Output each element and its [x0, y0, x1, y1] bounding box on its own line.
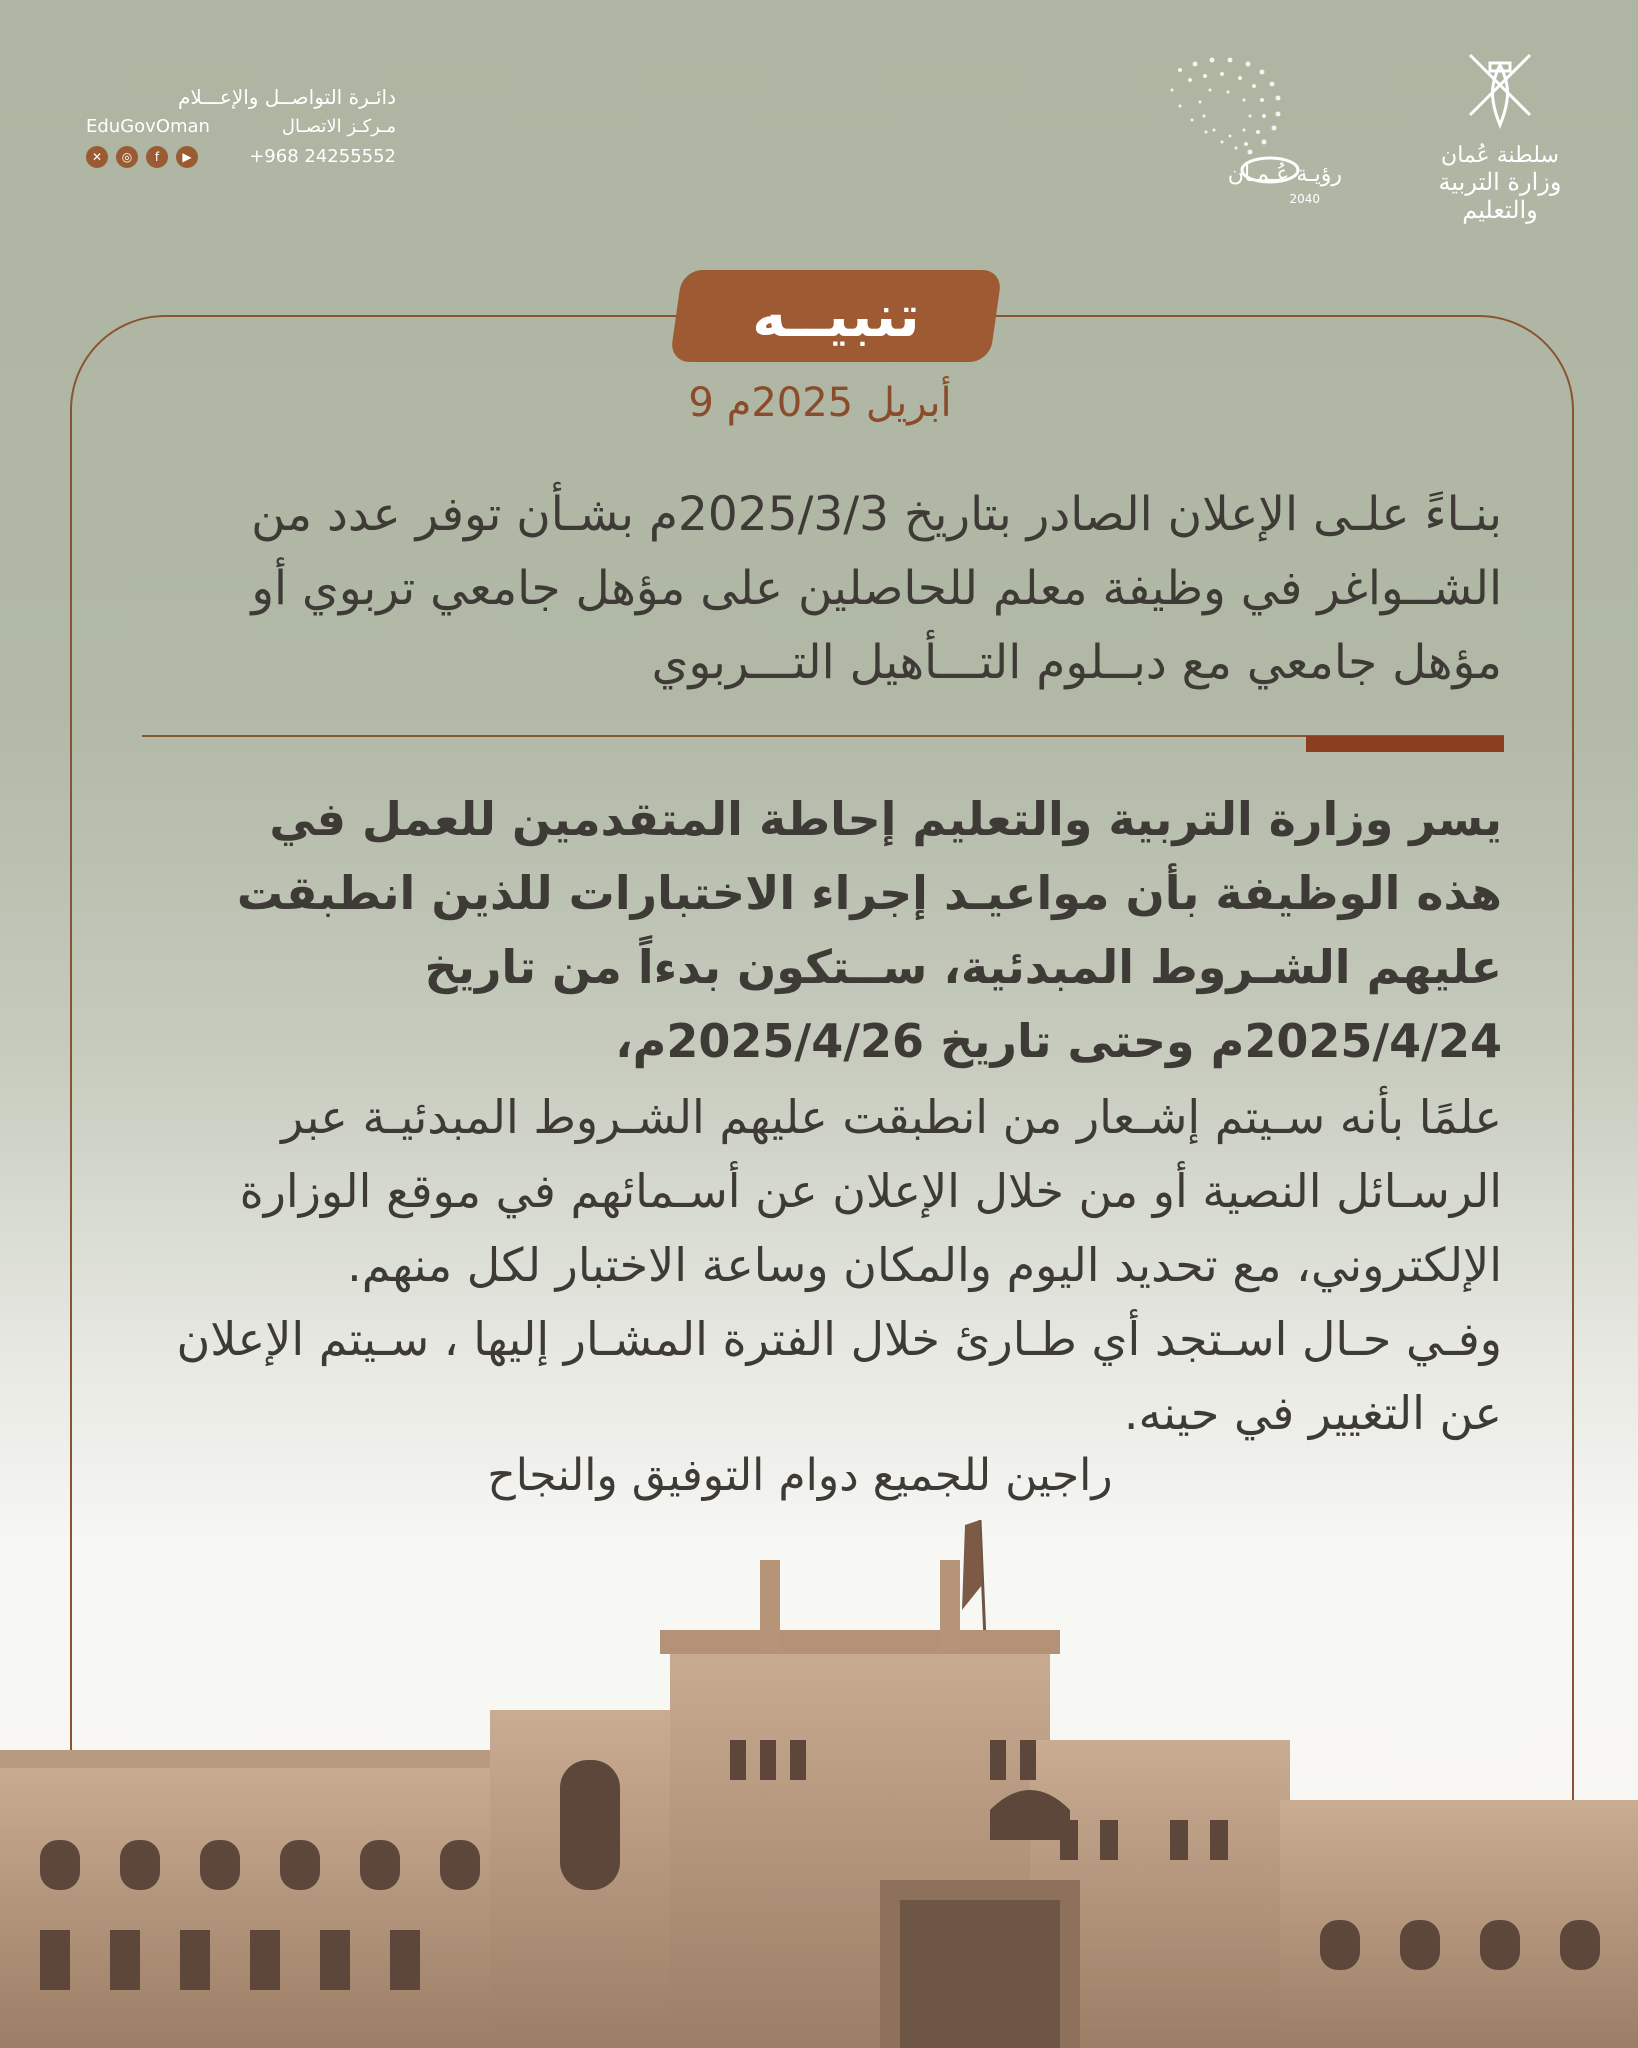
ministry-name: وزارة التربية والتعليم [1438, 168, 1562, 224]
oman-emblem-icon [1460, 45, 1540, 135]
ministry-building-image [0, 1500, 1638, 2048]
vision-year: 2040 [1289, 192, 1320, 206]
department-name: دائـرة التواصــل والإعـــلام [178, 85, 396, 109]
ministry-logo [1410, 45, 1590, 225]
contact-block [86, 82, 396, 172]
change-notice-text: وفـي حـال اسـتجد أي طـارئ خلال الفترة المشـار إليها ، سـيتم الإعلان عن التغيير في حينه. [176, 1312, 1502, 1440]
oman-vision-logo [1150, 50, 1390, 220]
divider-line [142, 735, 1504, 737]
sultanate-name: سلطنة عُمان [1441, 143, 1559, 168]
main-paragraph-bold: يسر وزارة التربية والتعليم إحاطة المتقدمين للعمل في هذه الوظيفة بأن مواعيـد إجراء الاختبارات للذين انطبقت عليهم الشـروط المبدئية، ســتكون بدءاً من تاريخ 2025/4/24م وحتى تاريخ 2025/4/26م، [236, 792, 1502, 1068]
center-name: مـركـز الاتصـال [281, 116, 396, 137]
main-paragraph [172, 1080, 1502, 1450]
notification-text: علمًا بأنه سـيتم إشـعار من انطبقت عليهم الشـروط المبدئيـة عبر الرسـائل النصية أو من خلال الإعلان عن أسـمائهم في موقع الوزارة الإلكتروني، مع تحديد اليوم والمكان وساعة الاختبار لكل منهم. [239, 1090, 1502, 1292]
social-icons [86, 146, 198, 168]
phone-number: +968 24255552 [249, 146, 396, 167]
x-icon[interactable]: ✕ [86, 146, 108, 168]
notice-badge: تنبيــه [752, 282, 920, 350]
facebook-icon[interactable]: f [146, 146, 168, 168]
instagram-icon[interactable]: ◎ [116, 146, 138, 168]
notice-date: 9 أبريل 2025م [688, 380, 952, 426]
closing-line: راجين للجميع دوام التوفيق والنجاح [487, 1450, 1113, 1501]
intro-paragraph: بنـاءً علـى الإعلان الصادر بتاريخ 2025/3/3م بشـأن توفر عدد من الشــواغر في وظيفة معلم للحاصلين على مؤهل جامعي تربوي أو مؤهل جامعي مع دبــلوم التـــأهيل التـــربوي [251, 487, 1502, 690]
vision-logo-text: رؤيـة عُـمـان [1227, 162, 1342, 187]
vision-swirl-icon [1150, 50, 1390, 220]
youtube-icon[interactable]: ▶ [176, 146, 198, 168]
divider-accent [1306, 736, 1504, 752]
handle: EduGovOman [86, 116, 210, 137]
